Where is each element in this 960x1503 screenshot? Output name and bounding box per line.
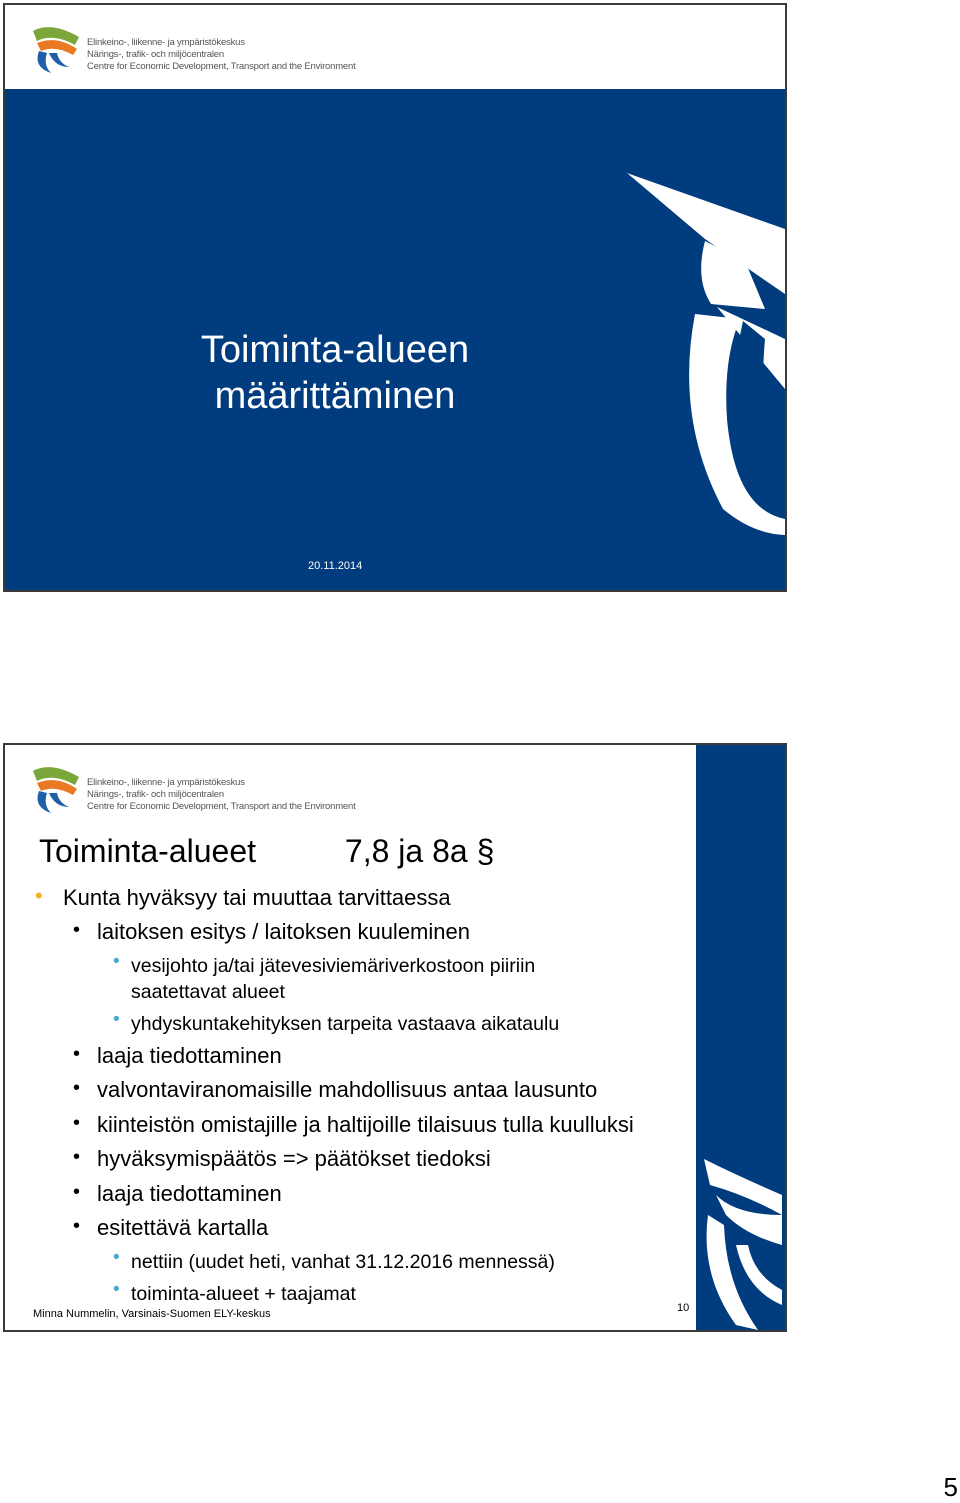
sub-list-item: yhdyskuntakehityksen tarpeita vastaava aikataulu xyxy=(131,1013,560,1035)
slide-header xyxy=(5,5,785,89)
org-name-sv: Närings-, trafik- och miljöcentralen xyxy=(87,49,224,60)
slide-title: Toiminta-alueet 7,8 ja 8a § xyxy=(39,833,495,869)
list-item: esitettävä kartalla xyxy=(97,1215,269,1240)
sub-list-item: toiminta-alueet + taajamat xyxy=(131,1283,356,1305)
bullet-icon: • xyxy=(113,1279,120,1300)
org-name-fi: Elinkeino-, liikenne- ja ympäristökeskus xyxy=(87,37,245,48)
org-name-en: Centre for Economic Development, Transport and the Environment xyxy=(87,801,356,812)
bullet-icon: • xyxy=(113,1247,120,1268)
ely-logo-icon xyxy=(29,23,83,75)
organization-name xyxy=(87,777,356,813)
list-item: laaja tiedottaminen xyxy=(97,1181,282,1206)
bullet-icon: • xyxy=(73,1146,81,1168)
slide-title xyxy=(155,327,515,419)
bullet-icon: • xyxy=(73,1215,81,1237)
org-name-fi: Elinkeino-, liikenne- ja ympäristökeskus xyxy=(87,777,245,788)
list-item: kiinteistön omistajille ja haltijoille tilaisuus tulla kuulluksi xyxy=(97,1112,634,1137)
bullet-icon: • xyxy=(73,1077,81,1099)
content-slide xyxy=(3,743,787,1332)
org-name-en: Centre for Economic Development, Transport and the Environment xyxy=(87,61,356,72)
list-item: valvontaviranomaisille mahdollisuus antaa lausunto xyxy=(97,1077,598,1102)
slide-footer: Minna Nummelin, Varsinais-Suomen ELY-keskus xyxy=(33,1308,271,1320)
list-item: hyväksymispäätös => päätökset tiedoksi xyxy=(97,1146,491,1171)
decorative-sidebar xyxy=(696,745,785,1330)
bullet-icon: • xyxy=(113,951,120,972)
bullet-icon: • xyxy=(35,883,43,908)
list-item: laaja tiedottaminen xyxy=(97,1043,282,1068)
page-number: 5 xyxy=(943,1472,958,1502)
bullet-icon: • xyxy=(73,1043,81,1065)
slide-number: 10 xyxy=(677,1302,690,1314)
ely-logo-icon xyxy=(29,763,83,815)
title-line-1: Toiminta-alueen xyxy=(200,329,470,371)
list-item: laitoksen esitys / laitoksen kuuleminen xyxy=(97,919,470,944)
bullet-icon: • xyxy=(73,919,81,941)
sidebar-ornament-icon xyxy=(696,745,785,1330)
slide-date: 20.11.2014 xyxy=(308,560,363,572)
bullet-icon: • xyxy=(113,1009,120,1030)
bullet-icon: • xyxy=(73,1112,81,1134)
title-background xyxy=(5,89,785,590)
bullet-icon: • xyxy=(73,1181,81,1203)
sub-list-item: vesijohto ja/tai jätevesiviemäriverkostoon piiriin saatettavat alueet xyxy=(131,955,536,1003)
list-item-level1: Kunta hyväksyy tai muuttaa tarvittaessa xyxy=(63,885,451,910)
title-slide xyxy=(3,3,787,592)
title-line-2: määrittäminen xyxy=(214,375,456,417)
organization-name xyxy=(87,37,356,73)
org-name-sv: Närings-, trafik- och miljöcentralen xyxy=(87,789,224,800)
sub-list-item: nettiin (uudet heti, vanhat 31.12.2016 mennessä) xyxy=(131,1251,555,1273)
